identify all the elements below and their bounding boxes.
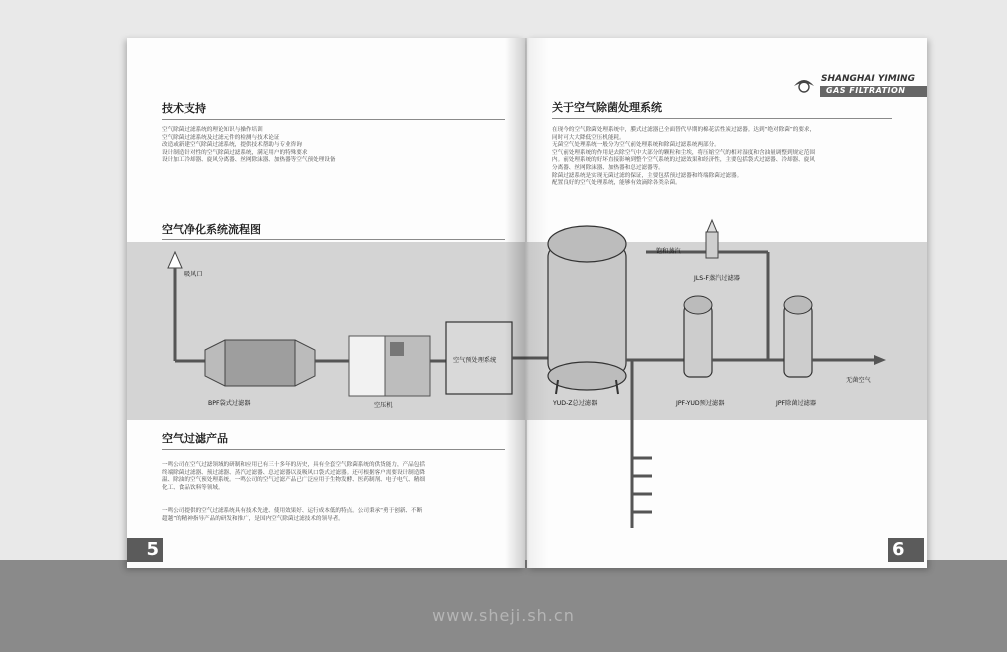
prefilter-shape	[684, 305, 712, 377]
label-pretreatment: 空气预处理系统	[453, 357, 497, 364]
products-paragraph-2: 一鸣公司提供的空气过滤系统具有技术先进、使用效果好、运行成本低的特点。公司秉承“勇于创新、不断 超越”的精神指导产品的研发和推广，是国内空气除菌过滤技术的领导者。	[162, 508, 423, 522]
products-title: 空气过滤产品	[162, 432, 228, 445]
flow-diagram-title: 空气净化系统流程图	[162, 223, 261, 236]
sterile-filter-shape	[784, 305, 812, 377]
intake-triangle-icon	[168, 252, 182, 268]
steam-filter-shape	[706, 232, 718, 258]
brand-line-2: GAS FILTRATION	[826, 86, 906, 95]
label-output: 无菌空气	[846, 377, 871, 384]
page-number-right: 6	[888, 538, 924, 562]
label-main-filter: YUD-Z总过滤器	[553, 400, 598, 407]
page-number-left: 5	[127, 538, 163, 562]
label-steam-in: 饱和蒸汽	[656, 248, 681, 255]
tech-support-list: 空气除菌过滤系统的理论知识与操作培训 空气除菌过滤系统及过滤元件的检测与技术论证 改造或新建空气除菌过滤系统，提供技术帮助与专业咨询 设计制造针对性的空气除菌过滤系统，满足用户的特殊要求 设计加工冷却器、旋风分离器、丝网除沫器、加热器等空气预处理设备	[162, 127, 336, 164]
label-bag-filter: BPF袋式过滤器	[208, 400, 251, 407]
label-sterile-filter: JPF除菌过滤器	[776, 400, 817, 407]
label-prefilter: JPF-YUD预过滤器	[676, 400, 725, 407]
products-paragraph-1: 一鸣公司在空气过滤领域的研制和应用已有三十多年的历史，具有全套空气除菌系统的供货能力，产品包括 终端除菌过滤器、预过滤器、蒸汽过滤器、总过滤器以及吸风口袋式过滤器。还可根据客户需要设计制造降 温、除油的空气预处理系统。一鸣公司的空气过滤产品已广泛应用于生物发酵、医药制剂、电子电气、精细 化工、食品饮料等领域。	[162, 462, 425, 491]
brand-line-1: SHANGHAI YIMING	[821, 74, 915, 84]
sterilization-system-paragraph: 在现今的空气除菌处理系统中，膜式过滤器已全面替代早期的棉花活性炭过滤器。达到“绝对除菌”的要求， 同时可大大降低空压机能耗。 无菌空气处理系统一般分为空气前处理系统和除菌过滤系统两部分。 空气前处理系统的作用是去除空气中大部分的颗粒和尘埃，将压缩空气的相对湿度和含油量调整到规定范围 内。前处理系统的好坏直接影响到整个空气系统的过滤效果和经济性，主要包括袋式过滤器、冷却器、旋风 分离器、丝网除沫器、加热器和总过滤器等。 除菌过滤系统是实现无菌过滤的保证，主要包括预过滤器和终端除菌过滤器。 配置良好的空气处理系统，能够有效滴除各类杂菌。	[552, 127, 816, 187]
output-arrow-icon	[874, 355, 886, 365]
sterilization-system-title: 关于空气除菌处理系统	[552, 101, 662, 114]
compressor-shape	[349, 336, 385, 396]
label-compressor: 空压机	[374, 402, 393, 409]
tech-support-title: 技术支持	[162, 102, 206, 115]
watermark: www.sheji.sh.cn	[432, 606, 575, 625]
label-intake: 吸风口	[184, 271, 203, 278]
label-steam-filter: JLS-F蒸汽过滤器	[694, 275, 740, 282]
main-filter-tank-shape	[548, 245, 626, 375]
